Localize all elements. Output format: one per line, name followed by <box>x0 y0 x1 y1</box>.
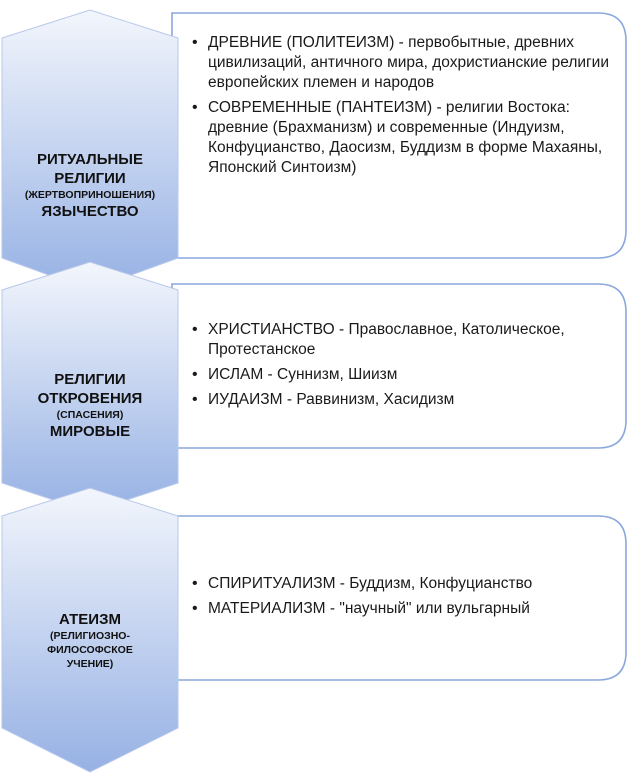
chevron-title-line: РЕЛИГИИ <box>54 370 126 388</box>
chevron-subtitle: (ЖЕРТВОПРИНОШЕНИЯ) <box>24 188 156 201</box>
bullet-list <box>192 320 612 410</box>
list-item: • ДРЕВНИЕ (ПОЛИТЕИЗМ) - первобытные, древних цивилизаций, античного мира, дохристианские религии европейских племен и народов <box>192 33 612 93</box>
bullet-list <box>192 33 612 178</box>
chevron-label-1 <box>2 120 178 250</box>
list-item: • ХРИСТИАНСТВО - Православное, Католическое, Протестанское <box>192 320 612 360</box>
list-item: • СОВРЕМЕННЫЕ (ПАНТЕИЗМ) - религии Востока: древние (Брахманизм) и современные (Индуизм, Конфуцианство, Даосизм, Буддизм в форме Махаяны, Японский Синтоизм) <box>192 98 612 178</box>
chevron-label-2 <box>2 350 178 460</box>
list-item: • СПИРИТУАЛИЗМ - Буддизм, Конфуцианство <box>192 574 612 594</box>
chevron-category: ЯЗЫЧЕСТВО <box>41 202 139 220</box>
list-item: • МАТЕРИАЛИЗМ - "научный" или вульгарный <box>192 599 612 619</box>
chevron-category: МИРОВЫЕ <box>49 422 131 440</box>
chevron-subtitle: (РЕЛИГИОЗНО-ФИЛОСОФСКОЕ УЧЕНИЕ) <box>47 629 133 670</box>
list-item: • ИУДАИЗМ - Раввинизм, Хасидизм <box>192 390 612 410</box>
list-item: • ИСЛАМ - Суннизм, Шиизм <box>192 365 612 385</box>
chevron-title-line: АТЕИЗМ <box>59 610 121 628</box>
chevron-subtitle: (СПАСЕНИЯ) <box>56 408 124 421</box>
text-box-content-1 <box>192 33 612 183</box>
text-box-content-2 <box>192 320 612 415</box>
chevron-title-line: РИТУАЛЬНЫЕ <box>37 150 143 168</box>
bullet-list <box>192 574 612 619</box>
chevron-label-3 <box>2 608 178 672</box>
chevron-title-line: ОТКРОВЕНИЯ <box>37 389 143 407</box>
chevron-title-line: РЕЛИГИИ <box>54 169 126 187</box>
text-box-content-3 <box>192 574 612 624</box>
